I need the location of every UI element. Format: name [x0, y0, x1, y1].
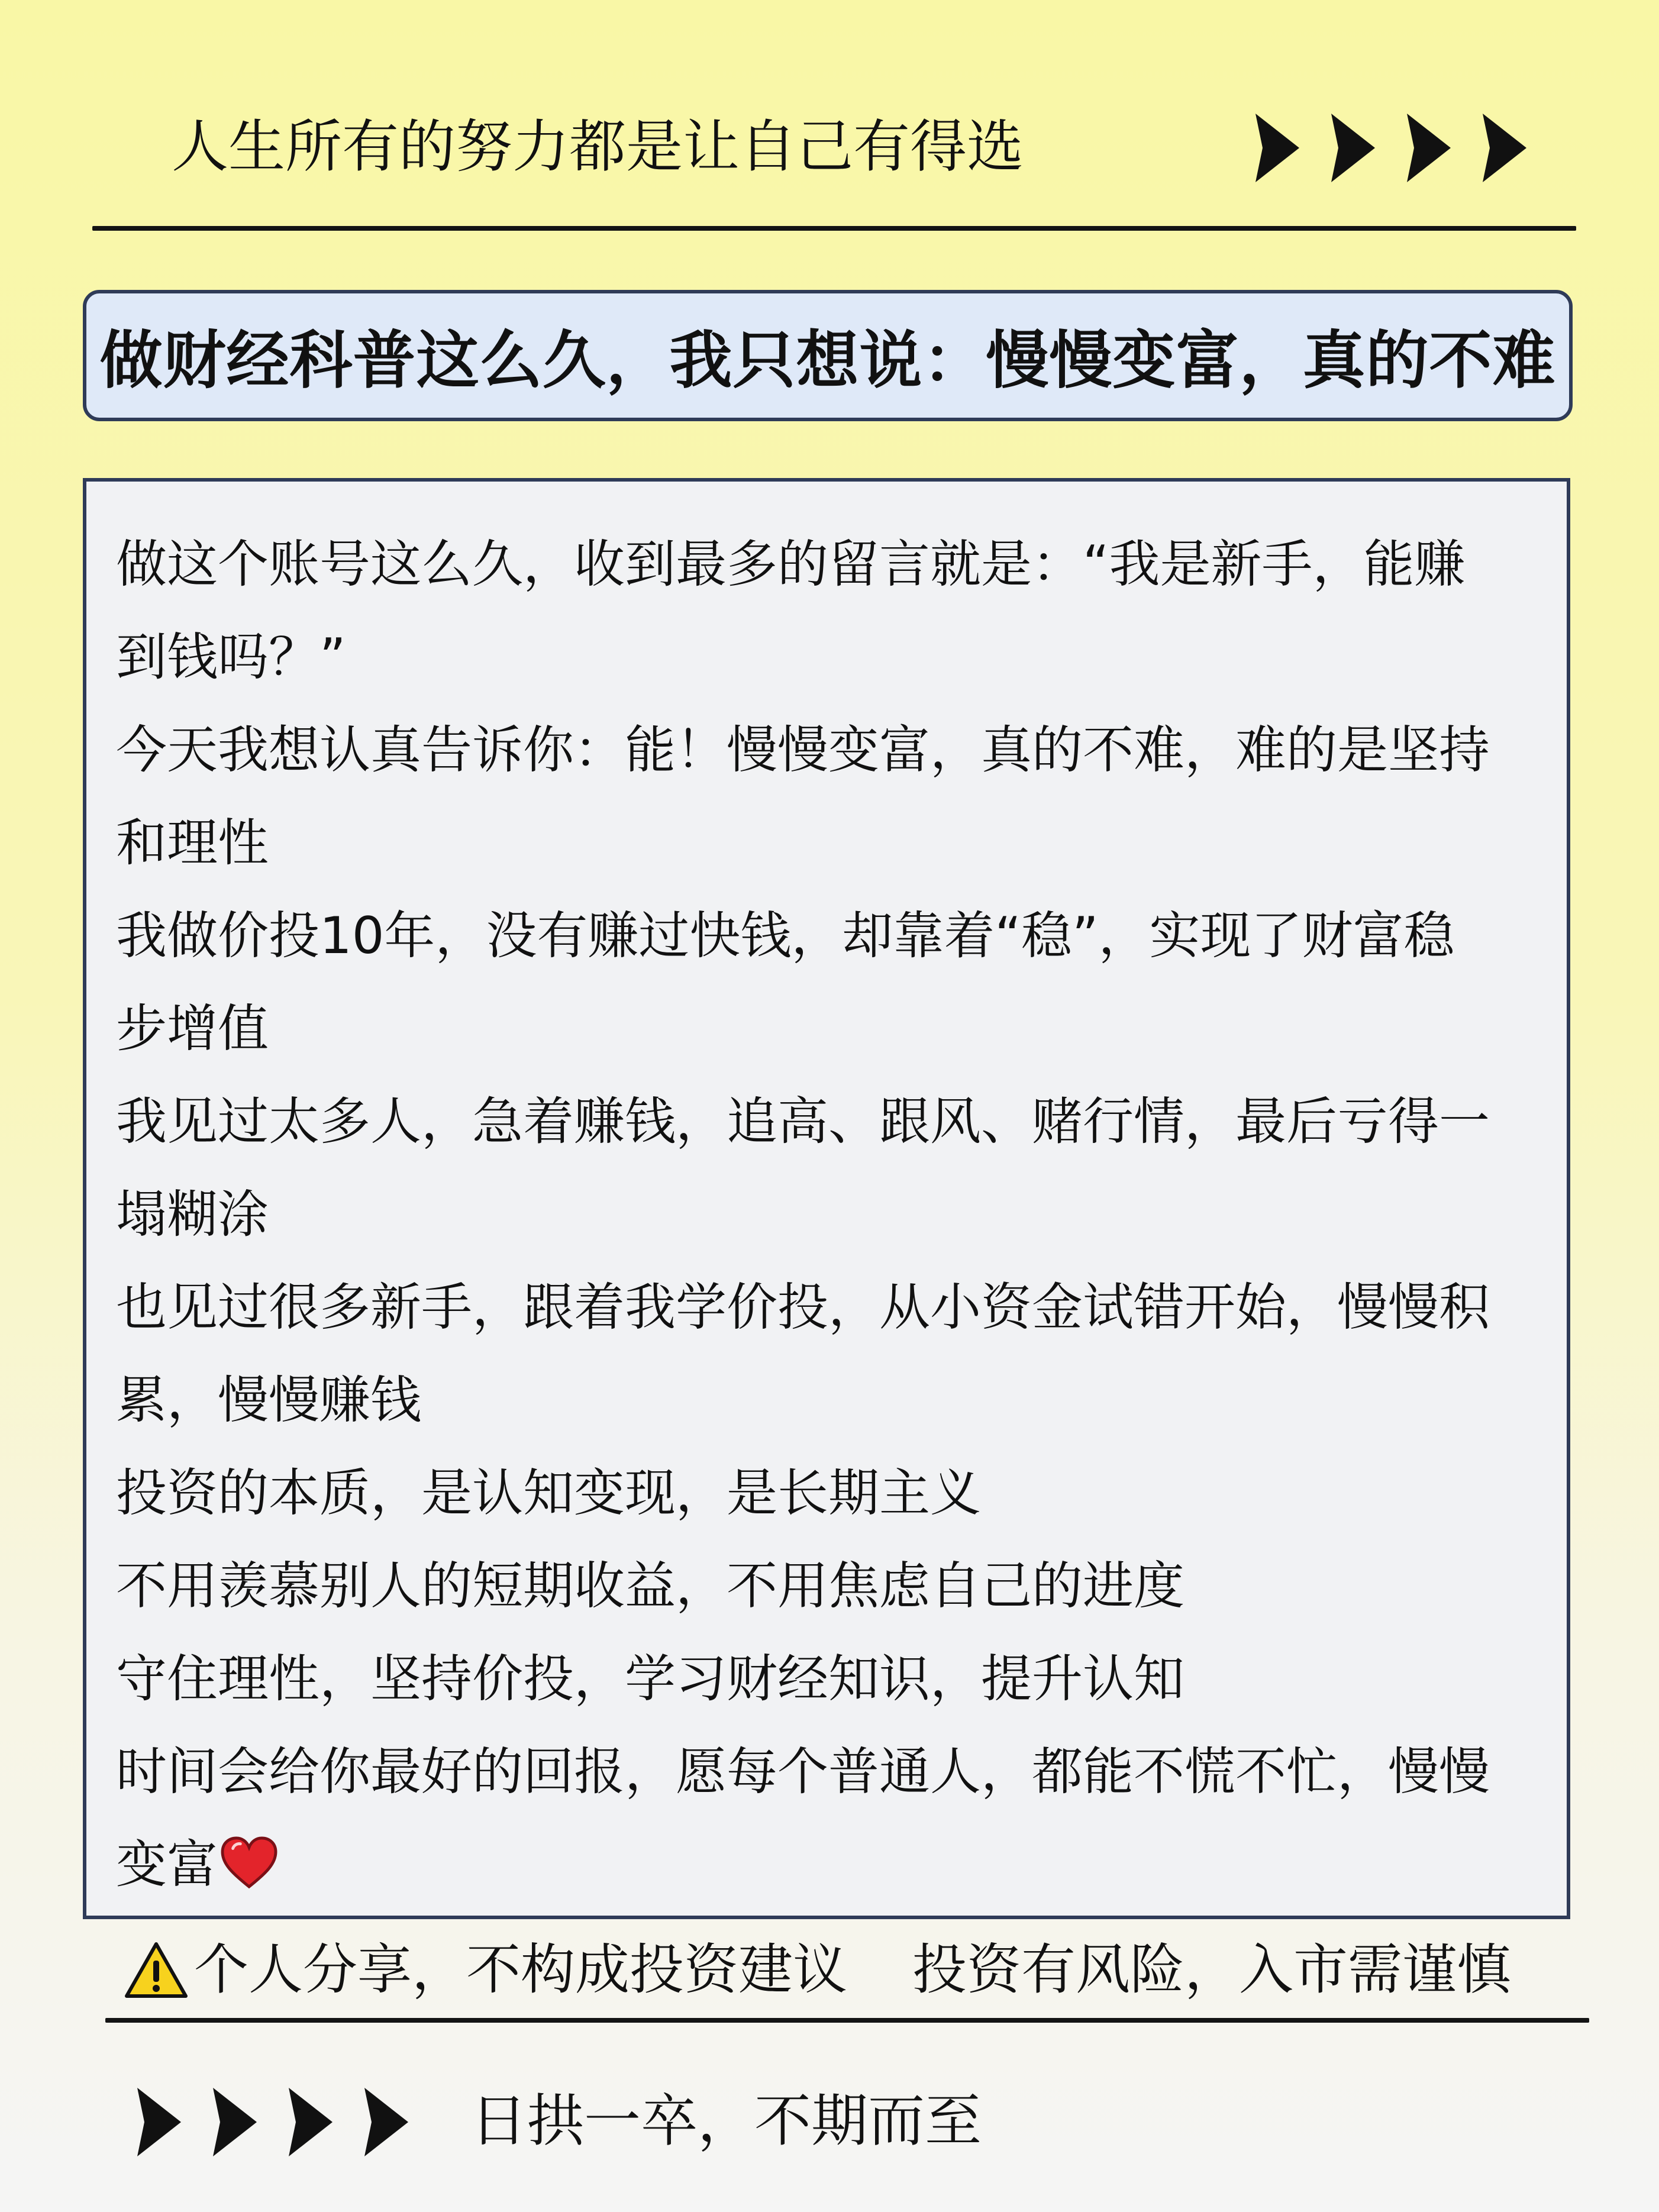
play-arrow-icon — [135, 2085, 185, 2159]
content-line: 投资的本质，是认知变现，是长期主义 — [116, 1464, 981, 1523]
play-arrow-icon — [362, 2085, 412, 2159]
disclaimer-left: 个人分享，不构成投资建议 — [194, 1938, 848, 2001]
content-line: 不用羡慕别人的短期收益，不用焦虑自己的进度 — [116, 1557, 1184, 1616]
headline-box — [83, 290, 1573, 421]
play-arrow-icon — [1480, 111, 1530, 185]
content-line: 塌糊涂 — [116, 1185, 269, 1244]
heart-icon — [220, 1836, 278, 1889]
bottom-divider — [105, 2018, 1589, 2023]
content-line: 今天我想认真告诉你：能！慢慢变富，真的不难，难的是坚持 — [116, 721, 1490, 780]
play-arrow-icon — [1405, 111, 1454, 185]
content-line-text: 变富 — [116, 1835, 218, 1894]
play-arrow-icon — [1253, 111, 1303, 185]
footer-arrows — [135, 2085, 412, 2159]
header-title: 人生所有的努力都是让自己有得选 — [172, 114, 1024, 180]
content-line: 我见过太多人，急着赚钱，追高、跟风、赌行情，最后亏得一 — [116, 1092, 1490, 1151]
content-line: 做这个账号这么久，收到最多的留言就是：“我是新手，能赚 — [116, 535, 1466, 594]
content-line: 我做价投10年，没有赚过快钱，却靠着“稳”，实现了财富稳 — [116, 906, 1455, 965]
disclaimer-right: 投资有风险，入市需谨慎 — [912, 1938, 1512, 2001]
content-line-last — [116, 1819, 1537, 1911]
footer-text: 日拱一卒，不期而至 — [470, 2088, 982, 2154]
content-line: 守住理性，坚持价投，学习财经知识，提升认知 — [116, 1649, 1184, 1709]
content-line: 步增值 — [116, 999, 269, 1058]
content-line: 累，慢慢赚钱 — [116, 1371, 421, 1430]
play-arrow-icon — [1329, 111, 1379, 185]
disclaimer — [124, 1932, 1511, 2008]
play-arrow-icon — [286, 2085, 336, 2159]
warning-icon — [124, 1940, 188, 2000]
play-arrow-icon — [211, 2085, 260, 2159]
content-line: 到钱吗？” — [116, 628, 346, 687]
headline: 做财经科普这么久，我只想说：慢慢变富，真的不难 — [99, 324, 1556, 397]
content-line: 和理性 — [116, 813, 269, 873]
top-divider — [92, 226, 1576, 231]
content-line: 时间会给你最好的回报，愿每个普通人，都能不慌不忙，慢慢 — [116, 1742, 1490, 1801]
header-arrows — [1253, 111, 1530, 185]
content-line: 也见过很多新手，跟着我学价投，从小资金试错开始，慢慢积 — [116, 1278, 1490, 1337]
content-box — [83, 478, 1570, 1919]
